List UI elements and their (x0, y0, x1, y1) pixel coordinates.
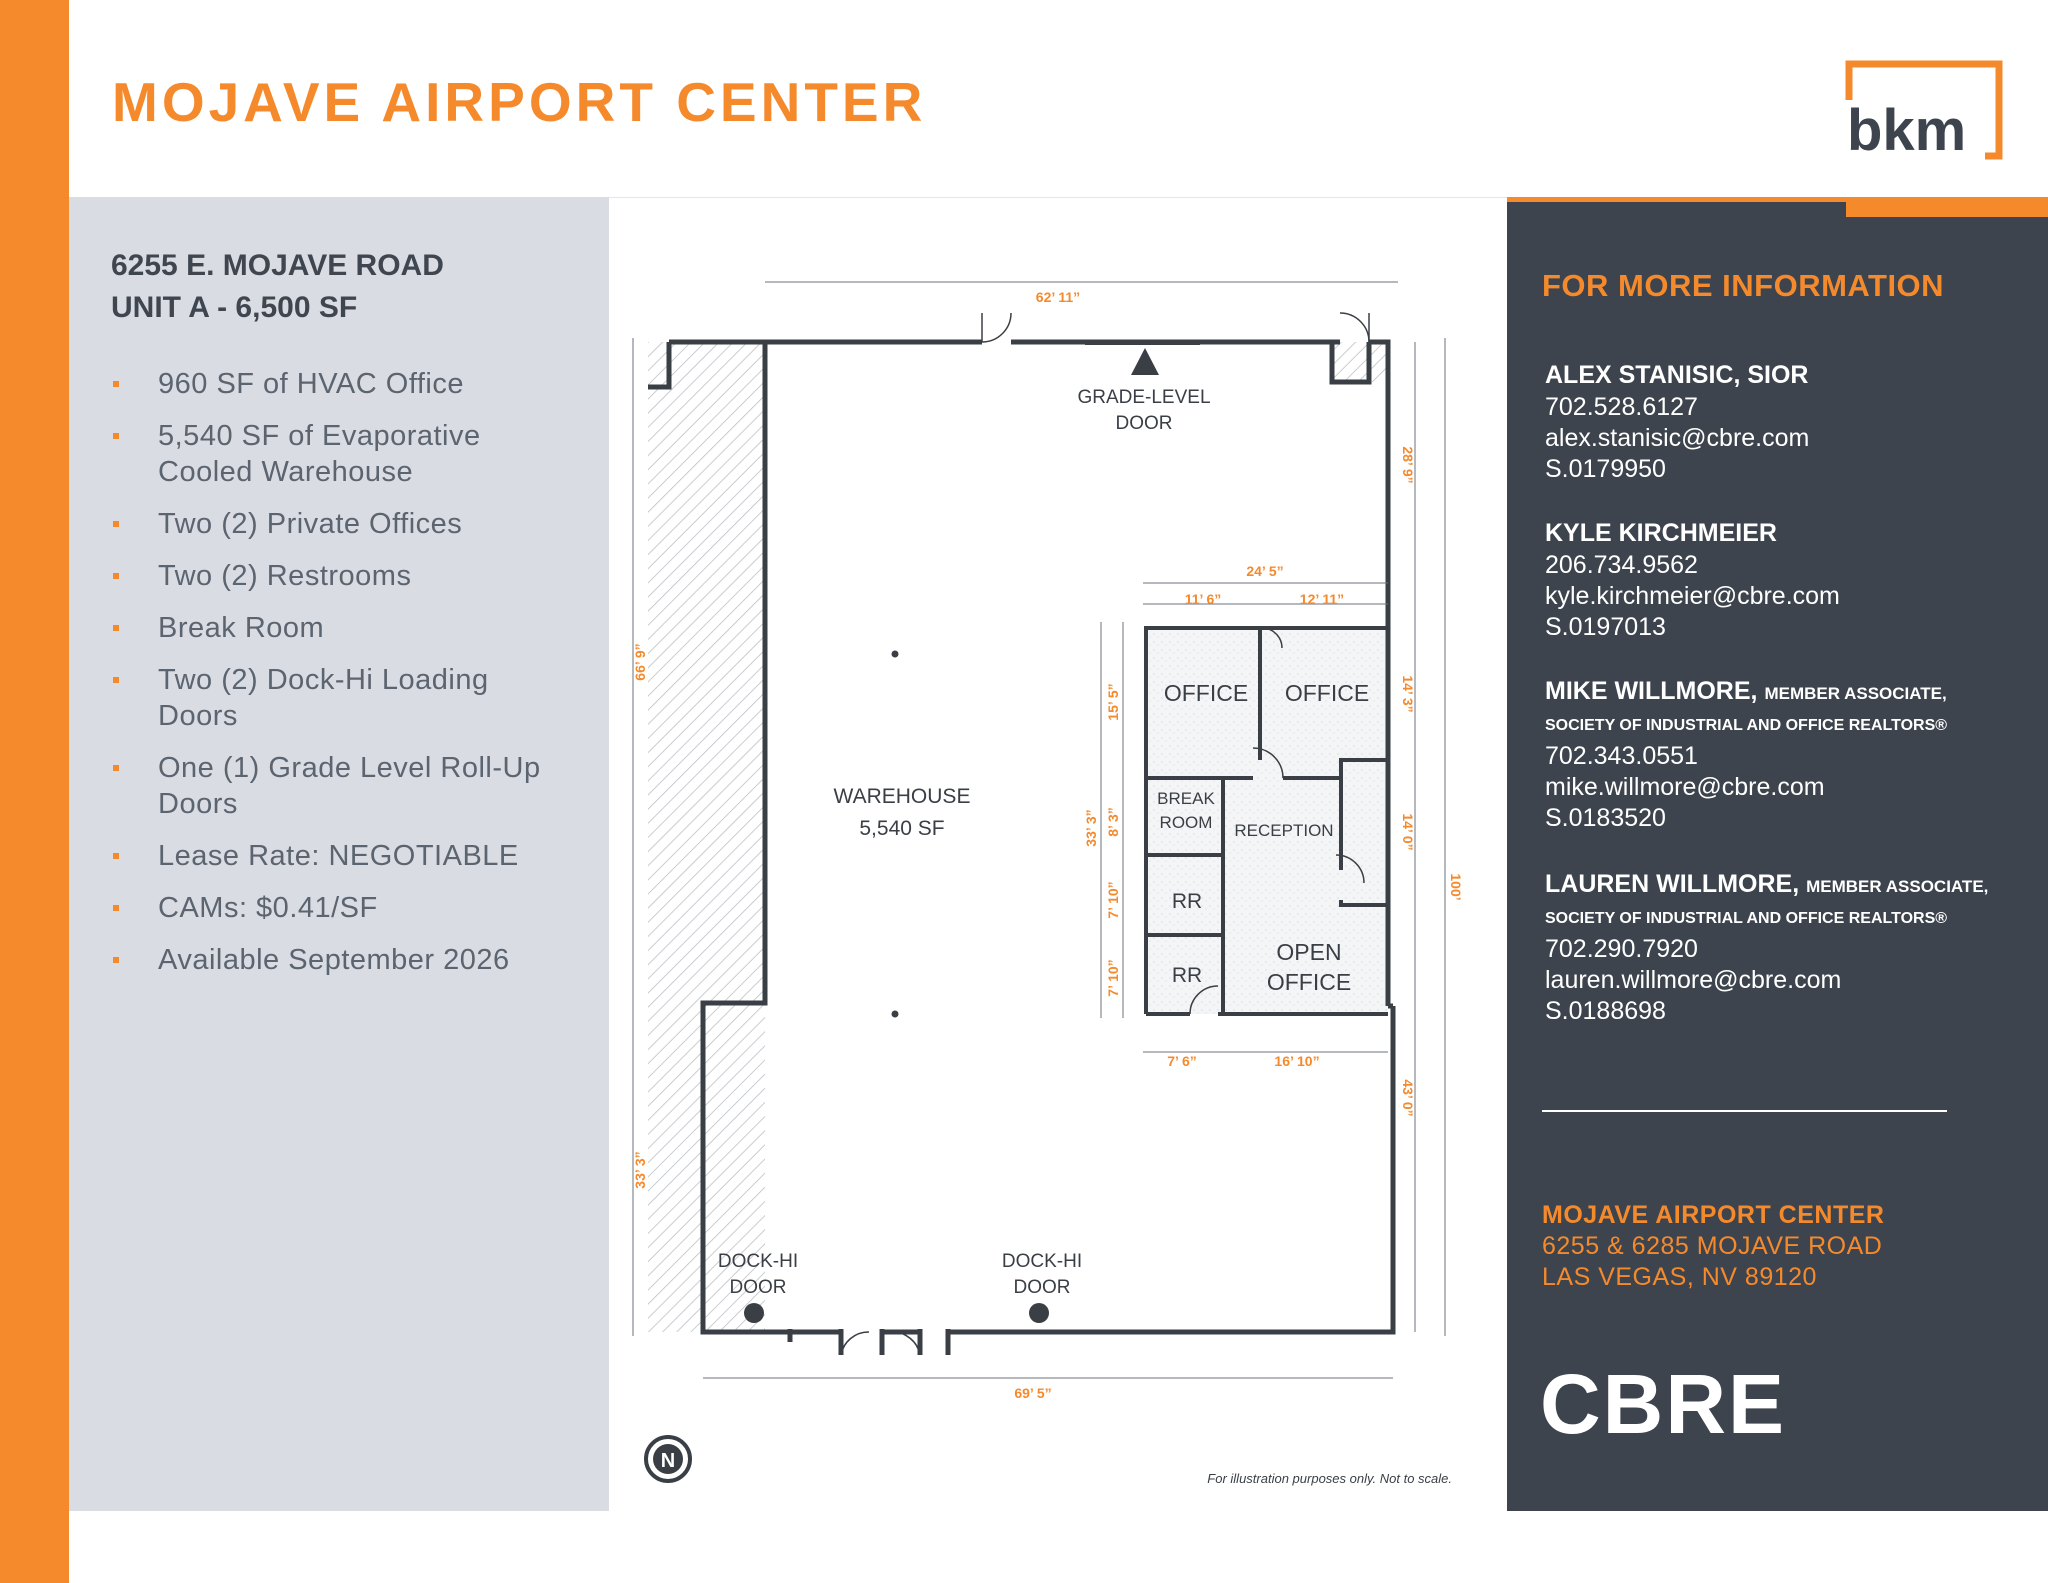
bkm-logo (1845, 60, 2005, 160)
contact-card (1545, 516, 1840, 643)
feature-item (111, 610, 571, 646)
reception-label: RECEPTION (1234, 821, 1334, 840)
left-accent-bar (0, 0, 69, 1583)
feature-item (111, 662, 571, 734)
feature-item (111, 942, 571, 978)
dimension-label: 11’ 6” (1184, 591, 1222, 607)
break-room-label: ROOM (1159, 813, 1213, 832)
contact-name: MIKE WILLMORE, (1545, 677, 1758, 705)
footer-address-line: 6255 & 6285 MOJAVE ROAD (1542, 1232, 1883, 1260)
footer-address-line: LAS VEGAS, NV 89120 (1542, 1263, 1817, 1291)
warehouse-area-label: 5,540 SF (859, 817, 945, 840)
dimension-label: 33’ 3” (1083, 809, 1099, 847)
feature-item (111, 838, 571, 874)
contact-role: MEMBER ASSOCIATE, (1764, 684, 1947, 703)
dimension-label: 69’ 5” (1014, 1385, 1052, 1401)
dock-door-icon (744, 1303, 764, 1323)
feature-item (111, 750, 571, 822)
contact-email[interactable]: kyle.kirchmeier@cbre.com (1545, 582, 1840, 610)
dimension-label: 12’ 11” (1299, 591, 1345, 607)
contact-card (1545, 674, 1947, 834)
dimension-label: 7’ 6” (1167, 1053, 1197, 1069)
dock-door-label: DOOR (1013, 1277, 1071, 1298)
dimension-label: 100’ (1448, 873, 1464, 901)
feature-list (111, 366, 571, 994)
bullet-icon (113, 433, 119, 439)
dimension-label: 7’ 10” (1105, 881, 1121, 919)
contact-license: S.0179950 (1545, 455, 1666, 483)
contact-role: MEMBER ASSOCIATE, (1806, 877, 1989, 896)
contact-card (1545, 867, 1988, 1027)
address-line: 6255 E. MOJAVE ROAD (111, 249, 444, 282)
bkm-logo-text: bkm (1847, 98, 1967, 160)
contact-panel-accent-tab (1846, 197, 2048, 217)
contact-phone[interactable]: 702.528.6127 (1545, 393, 1698, 421)
contact-email[interactable]: mike.willmore@cbre.com (1545, 773, 1825, 801)
svg-text:N: N (660, 1450, 676, 1472)
feature-text: One (1) Grade Level Roll-Up Doors (158, 752, 541, 820)
footer-address (1542, 1200, 1884, 1293)
dimension-label: 28’ 9” (1400, 446, 1416, 484)
break-room-label: BREAK (1157, 789, 1215, 808)
contact-card (1545, 358, 1809, 485)
dock-door-label: DOCK-HI (1001, 1251, 1083, 1272)
bullet-icon (113, 677, 119, 683)
dock-door-label: DOOR (729, 1277, 787, 1298)
feature-text: 960 SF of HVAC Office (158, 368, 464, 400)
dimension-label: 14’ 3” (1400, 675, 1416, 713)
bullet-icon (113, 573, 119, 579)
contact-email[interactable]: alex.stanisic@cbre.com (1545, 424, 1810, 452)
feature-text: Two (2) Restrooms (158, 560, 412, 592)
contact-name: KYLE KIRCHMEIER (1545, 519, 1777, 547)
dimension-label: 16’ 10” (1274, 1053, 1320, 1069)
bullet-icon (113, 381, 119, 387)
feature-text: Two (2) Dock-Hi Loading Doors (158, 664, 489, 732)
restroom-label: RR (1171, 890, 1203, 913)
grade-door-arrow-icon (1131, 348, 1159, 375)
bullet-icon (113, 765, 119, 771)
feature-text: Break Room (158, 612, 325, 644)
open-office-label: OPEN (1276, 939, 1342, 965)
dimension-label: 33’ 3” (632, 1151, 648, 1189)
bullet-icon (113, 521, 119, 527)
dimension-label: 14’ 0” (1400, 813, 1416, 851)
dimension-label: 8’ 3” (1105, 807, 1121, 837)
dimension-label: 66’ 9” (632, 643, 648, 681)
bullet-icon (113, 625, 119, 631)
contact-phone[interactable]: 702.343.0551 (1545, 742, 1698, 770)
office-label: OFFICE (1163, 680, 1249, 706)
open-office-label: OFFICE (1266, 969, 1352, 995)
feature-text: Available September 2026 (158, 944, 510, 976)
dimension-label: 7’ 10” (1105, 959, 1121, 997)
contact-org: SOCIETY OF INDUSTRIAL AND OFFICE REALTORS® (1545, 717, 1948, 734)
contact-org: SOCIETY OF INDUSTRIAL AND OFFICE REALTORS® (1545, 910, 1948, 927)
column-icon (892, 1011, 899, 1018)
bullet-icon (113, 853, 119, 859)
restroom-label: RR (1171, 964, 1203, 987)
contact-license: S.0183520 (1545, 804, 1666, 832)
grade-door-label: DOOR (1115, 413, 1173, 434)
contact-heading: FOR MORE INFORMATION (1542, 268, 1945, 303)
office-label: OFFICE (1284, 680, 1370, 706)
feature-item (111, 890, 571, 926)
contact-phone[interactable]: 206.734.9562 (1545, 551, 1698, 579)
contact-license: S.0188698 (1545, 997, 1666, 1025)
north-arrow-icon (646, 1437, 690, 1481)
feature-text: Two (2) Private Offices (158, 508, 463, 540)
dimension-label: 62’ 11” (1035, 289, 1081, 305)
feature-text: 5,540 SF of Evaporative Cooled Warehouse (158, 420, 481, 488)
property-address (111, 245, 444, 329)
bullet-icon (113, 905, 119, 911)
feature-item (111, 366, 571, 402)
unit-line: UNIT A - 6,500 SF (111, 291, 358, 324)
dock-door-label: DOCK-HI (717, 1251, 799, 1272)
dock-door-icon (1029, 1303, 1049, 1323)
contact-phone[interactable]: 702.290.7920 (1545, 935, 1698, 963)
feature-item (111, 506, 571, 542)
footer-name: MOJAVE AIRPORT CENTER (1542, 1201, 1885, 1229)
disclaimer: For illustration purposes only. Not to scale. (1207, 1471, 1452, 1486)
contact-name: ALEX STANISIC, SIOR (1545, 361, 1809, 389)
column-icon (892, 651, 899, 658)
dimension-label: 24’ 5” (1246, 563, 1284, 579)
feature-item (111, 418, 571, 490)
contact-email[interactable]: lauren.willmore@cbre.com (1545, 966, 1842, 994)
floorplan (609, 197, 1507, 1511)
hatched-zone (1332, 342, 1388, 382)
cbre-logo: CBRE (1540, 1357, 1787, 1451)
warehouse-label: WAREHOUSE (833, 785, 971, 808)
grade-door-label: GRADE-LEVEL (1077, 387, 1211, 408)
contact-name: LAUREN WILLMORE, (1545, 870, 1800, 898)
contact-divider (1542, 1110, 1947, 1112)
bullet-icon (113, 957, 119, 963)
feature-text: Lease Rate: NEGOTIABLE (158, 840, 519, 872)
dimension-label: 15’ 5” (1105, 683, 1121, 721)
contact-license: S.0197013 (1545, 613, 1666, 641)
hatched-zone (648, 342, 765, 1332)
dimension-label: 43’ 0” (1400, 1079, 1416, 1117)
page-title: MOJAVE AIRPORT CENTER (112, 71, 927, 133)
feature-item (111, 558, 571, 594)
feature-text: CAMs: $0.41/SF (158, 892, 378, 924)
